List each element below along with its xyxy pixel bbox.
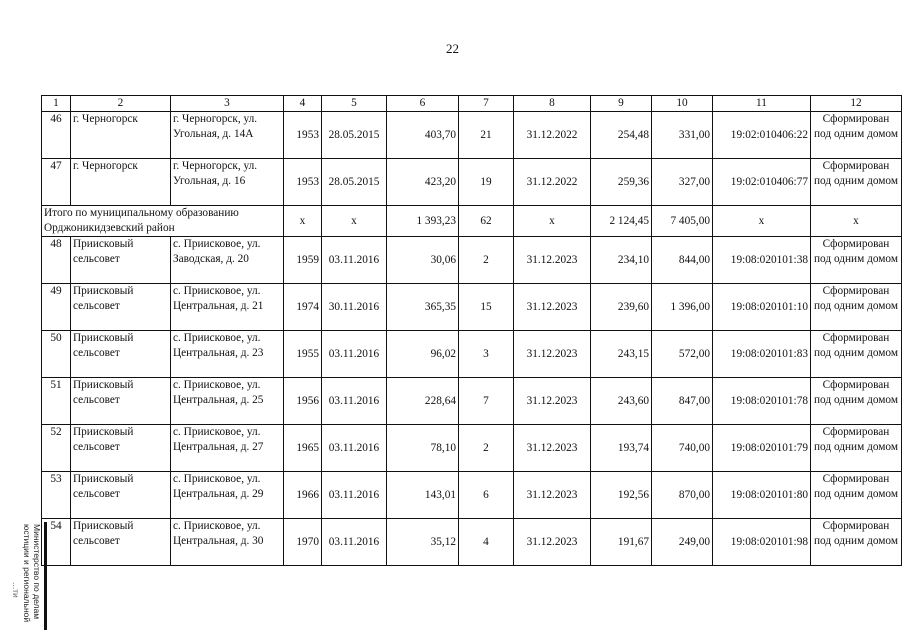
year-cell: 1959 (284, 237, 322, 284)
stamp-line: юстиции и региональной (22, 524, 32, 623)
row-number: 53 (42, 472, 71, 519)
table-row (42, 331, 902, 378)
column-number-row (42, 96, 902, 112)
total-area-cell: 249,00 (652, 519, 713, 566)
address-cell: с. Приисковое, ул. Центральная, д. 29 (171, 472, 284, 519)
total-area-cell: 870,00 (652, 472, 713, 519)
area-cell: 30,06 (387, 237, 459, 284)
column-number: 2 (71, 96, 171, 112)
status-cell: Сформирован под одним домом (811, 237, 902, 284)
status-cell: Сформирован под одним домом (811, 112, 902, 159)
address-cell: с. Приисковое, ул. Заводская, д. 20 (171, 237, 284, 284)
deadline-cell: 31.12.2022 (514, 112, 591, 159)
municipality-cell: Приисковый сельсовет (71, 237, 171, 284)
deadline-cell: х (514, 206, 591, 237)
column-number: 10 (652, 96, 713, 112)
year-cell: 1966 (284, 472, 322, 519)
land-area-cell: 239,60 (591, 284, 652, 331)
residents-cell: 6 (459, 472, 514, 519)
area-cell: 35,12 (387, 519, 459, 566)
municipality-cell: Приисковый сельсовет (71, 331, 171, 378)
deadline-cell: 31.12.2023 (514, 472, 591, 519)
residents-cell: 62 (459, 206, 514, 237)
municipality-cell: г. Черногорск (71, 112, 171, 159)
area-cell: 143,01 (387, 472, 459, 519)
address-cell: с. Приисковое, ул. Центральная, д. 25 (171, 378, 284, 425)
total-area-cell: 572,00 (652, 331, 713, 378)
column-number: 9 (591, 96, 652, 112)
area-cell: 423,20 (387, 159, 459, 206)
address-cell: г. Черногорск, ул. Угольная, д. 14А (171, 112, 284, 159)
address-cell: с. Приисковое, ул. Центральная, д. 23 (171, 331, 284, 378)
year-cell: 1953 (284, 159, 322, 206)
deadline-cell: 31.12.2023 (514, 378, 591, 425)
row-number: 51 (42, 378, 71, 425)
total-area-cell: 327,00 (652, 159, 713, 206)
year-cell: 1956 (284, 378, 322, 425)
column-number: 11 (713, 96, 811, 112)
registry-table (41, 95, 902, 566)
land-area-cell: 193,74 (591, 425, 652, 472)
land-area-cell: 234,10 (591, 237, 652, 284)
cadastral-number-cell: 19:08:020101:38 (713, 237, 811, 284)
status-cell: Сформирован под одним домом (811, 425, 902, 472)
year-cell: 1970 (284, 519, 322, 566)
area-cell: 1 393,23 (387, 206, 459, 237)
residents-cell: 3 (459, 331, 514, 378)
date-cell: 03.11.2016 (322, 331, 387, 378)
land-area-cell: 243,60 (591, 378, 652, 425)
deadline-cell: 31.12.2023 (514, 425, 591, 472)
table-row (42, 284, 902, 331)
row-number: 49 (42, 284, 71, 331)
table-row (42, 378, 902, 425)
municipality-cell: Приисковый сельсовет (71, 284, 171, 331)
total-area-cell: 1 396,00 (652, 284, 713, 331)
stamp-line: ...ти (11, 582, 21, 598)
land-area-cell: 2 124,45 (591, 206, 652, 237)
table-row (42, 425, 902, 472)
land-area-cell: 254,48 (591, 112, 652, 159)
date-cell: 03.11.2016 (322, 425, 387, 472)
stamp-border (44, 522, 47, 630)
year-cell: 1974 (284, 284, 322, 331)
status-cell: Сформирован под одним домом (811, 378, 902, 425)
table-row (42, 519, 902, 566)
municipality-cell: Приисковый сельсовет (71, 378, 171, 425)
date-cell: 03.11.2016 (322, 378, 387, 425)
date-cell: 30.11.2016 (322, 284, 387, 331)
cadastral-number-cell: 19:08:020101:80 (713, 472, 811, 519)
municipality-cell: г. Черногорск (71, 159, 171, 206)
residents-cell: 2 (459, 425, 514, 472)
address-cell: г. Черногорск, ул. Угольная, д. 16 (171, 159, 284, 206)
land-area-cell: 259,36 (591, 159, 652, 206)
table-row (42, 159, 902, 206)
row-number: 47 (42, 159, 71, 206)
residents-cell: 19 (459, 159, 514, 206)
residents-cell: 15 (459, 284, 514, 331)
municipality-cell: Приисковый сельсовет (71, 519, 171, 566)
deadline-cell: 31.12.2023 (514, 284, 591, 331)
cadastral-number-cell: х (713, 206, 811, 237)
year-cell: 1955 (284, 331, 322, 378)
status-cell: Сформирован под одним домом (811, 472, 902, 519)
stamp-line: Министерство по делам (32, 524, 42, 620)
area-cell: 403,70 (387, 112, 459, 159)
total-area-cell: 847,00 (652, 378, 713, 425)
address-cell: с. Приисковое, ул. Центральная, д. 21 (171, 284, 284, 331)
total-area-cell: 844,00 (652, 237, 713, 284)
address-cell: с. Приисковое, ул. Центральная, д. 27 (171, 425, 284, 472)
deadline-cell: 31.12.2023 (514, 519, 591, 566)
column-number: 6 (387, 96, 459, 112)
date-cell: 28.05.2015 (322, 159, 387, 206)
status-cell: Сформирован под одним домом (811, 519, 902, 566)
row-number: 50 (42, 331, 71, 378)
residents-cell: 2 (459, 237, 514, 284)
year-cell: 1965 (284, 425, 322, 472)
cadastral-number-cell: 19:02:010406:22 (713, 112, 811, 159)
status-cell: Сформирован под одним домом (811, 159, 902, 206)
table-row (42, 472, 902, 519)
land-area-cell: 243,15 (591, 331, 652, 378)
ministry-stamp (3, 522, 47, 630)
status-cell: Сформирован под одним домом (811, 284, 902, 331)
column-number: 3 (171, 96, 284, 112)
date-cell: 03.11.2016 (322, 519, 387, 566)
land-area-cell: 191,67 (591, 519, 652, 566)
total-area-cell: 331,00 (652, 112, 713, 159)
row-number: 46 (42, 112, 71, 159)
date-cell: х (322, 206, 387, 237)
deadline-cell: 31.12.2023 (514, 237, 591, 284)
area-cell: 78,10 (387, 425, 459, 472)
total-area-cell: 7 405,00 (652, 206, 713, 237)
year-cell: х (284, 206, 322, 237)
residents-cell: 7 (459, 378, 514, 425)
table-row (42, 112, 902, 159)
total-row (42, 206, 902, 237)
residents-cell: 21 (459, 112, 514, 159)
area-cell: 228,64 (387, 378, 459, 425)
municipality-cell: Приисковый сельсовет (71, 425, 171, 472)
address-cell: с. Приисковое, ул. Центральная, д. 30 (171, 519, 284, 566)
cadastral-number-cell: 19:08:020101:79 (713, 425, 811, 472)
page-number: 22 (446, 41, 459, 56)
cadastral-number-cell: 19:08:020101:10 (713, 284, 811, 331)
column-number: 12 (811, 96, 902, 112)
deadline-cell: 31.12.2022 (514, 159, 591, 206)
cadastral-number-cell: 19:02:010406:77 (713, 159, 811, 206)
date-cell: 03.11.2016 (322, 237, 387, 284)
land-area-cell: 192,56 (591, 472, 652, 519)
status-cell: х (811, 206, 902, 237)
date-cell: 28.05.2015 (322, 112, 387, 159)
cadastral-number-cell: 19:08:020101:98 (713, 519, 811, 566)
date-cell: 03.11.2016 (322, 472, 387, 519)
row-number: 52 (42, 425, 71, 472)
area-cell: 365,35 (387, 284, 459, 331)
status-cell: Сформирован под одним домом (811, 331, 902, 378)
column-number: 1 (42, 96, 71, 112)
row-number: 48 (42, 237, 71, 284)
total-area-cell: 740,00 (652, 425, 713, 472)
column-number: 4 (284, 96, 322, 112)
column-number: 7 (459, 96, 514, 112)
total-label-cell: Итого по муниципальному образованию Орджоникидзевский район (42, 206, 284, 237)
deadline-cell: 31.12.2023 (514, 331, 591, 378)
year-cell: 1953 (284, 112, 322, 159)
column-number: 8 (514, 96, 591, 112)
row-number: 54 (42, 519, 71, 566)
municipality-cell: Приисковый сельсовет (71, 472, 171, 519)
column-number: 5 (322, 96, 387, 112)
cadastral-number-cell: 19:08:020101:78 (713, 378, 811, 425)
table-row (42, 237, 902, 284)
area-cell: 96,02 (387, 331, 459, 378)
cadastral-number-cell: 19:08:020101:83 (713, 331, 811, 378)
residents-cell: 4 (459, 519, 514, 566)
